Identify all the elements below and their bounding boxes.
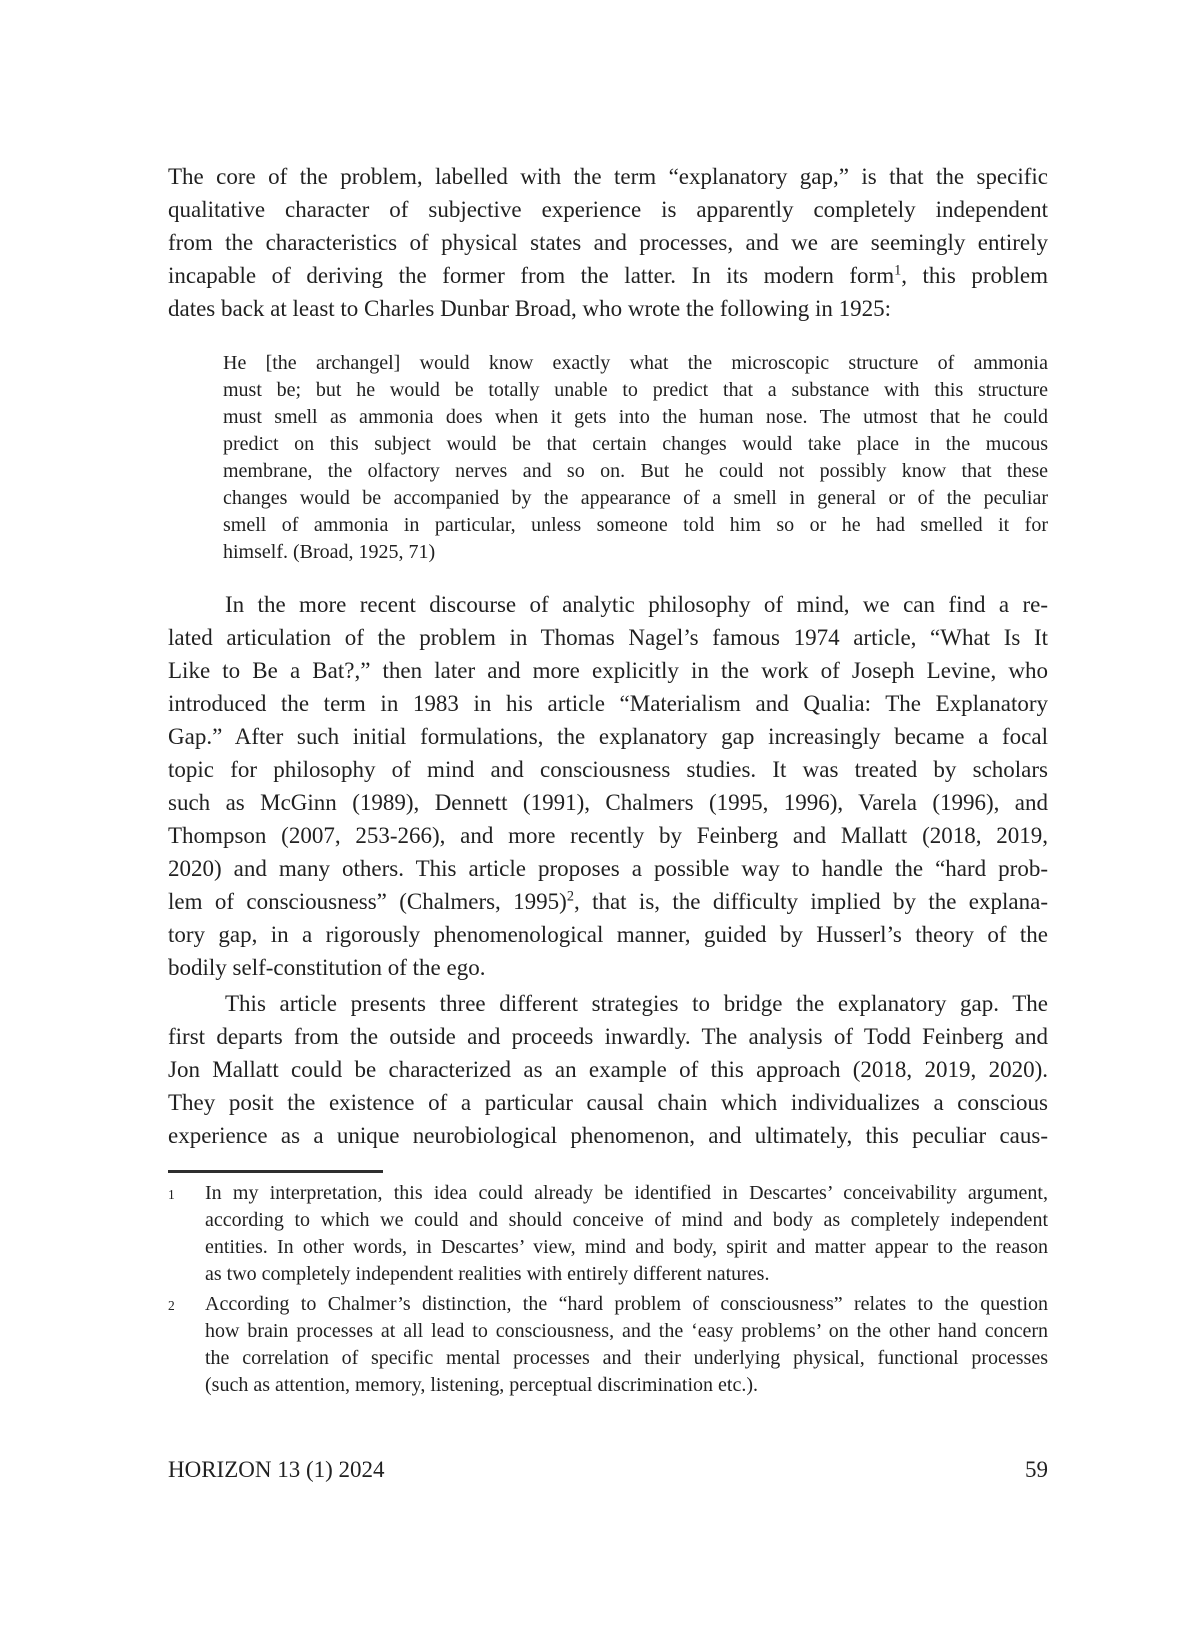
footnote-separator-rule — [168, 1170, 383, 1173]
text-line: from the characteristics of physical states and processes, and we are seemingly entirely — [168, 230, 1048, 255]
text-line: dates back at least to Charles Dunbar Broad, who wrote the following in 1925: — [168, 296, 892, 321]
paragraph-recent-discourse — [168, 588, 1048, 984]
text-line: Gap.” After such initial formulations, the explanatory gap increasingly became a focal — [168, 724, 1048, 749]
paragraph-three-strategies — [168, 987, 1048, 1152]
text-line: such as McGinn (1989), Dennett (1991), Chalmers (1995, 1996), Varela (1996), and — [168, 790, 1048, 815]
page-number: 59 — [1025, 1457, 1048, 1482]
text-line: as two completely independent realities with entirely different natures. — [205, 1263, 770, 1285]
paragraph-explanatory-gap — [168, 160, 1048, 325]
text-line: The core of the problem, labelled with the term “explanatory gap,” is that the specific — [168, 164, 1048, 189]
footnote-1-marker: 1 — [168, 1187, 175, 1202]
text-line: must smell as ammonia does when it gets into the human nose. The utmost that he could — [223, 406, 1048, 428]
text-line: predict on this subject would be that certain changes would take place in the mucous — [223, 433, 1048, 455]
text-line: Thompson (2007, 253-266), and more recently by Feinberg and Mallatt (2018, 2019, — [168, 823, 1048, 848]
text-line: According to Chalmer’s distinction, the “hard problem of consciousness” relates to the question — [205, 1293, 1048, 1315]
text-line: how brain processes at all lead to consciousness, and the ‘easy problems’ on the other hand concern — [205, 1320, 1048, 1342]
text-line: incapable of deriving the former from the latter. In its modern form$^1$, this problem — [168, 262, 1048, 288]
text-line: Jon Mallatt could be characterized as an example of this approach (2018, 2019, 2020). — [168, 1057, 1048, 1082]
text-line: lem of consciousness” (Chalmers, 1995)$^2$, that is, the difficulty implied by the explana- — [168, 888, 1048, 914]
text-line: qualitative character of subjective experience is apparently completely independent — [168, 197, 1048, 222]
text-line: smell of ammonia in particular, unless someone told him so or he had smelled it for — [223, 514, 1048, 536]
text-line: (such as attention, memory, listening, perceptual discrimination etc.). — [205, 1374, 758, 1396]
text-line: He [the archangel] would know exactly what the microscopic structure of ammonia — [223, 352, 1048, 374]
text-line: topic for philosophy of mind and consciousness studies. It was treated by scholars — [168, 757, 1048, 782]
text-line: membrane, the olfactory nerves and so on. But he could not possibly know that these — [223, 460, 1048, 482]
text-line: changes would be accompanied by the appearance of a smell in general or of the peculiar — [223, 487, 1048, 509]
text-line: himself. (Broad, 1925, 71) — [223, 541, 436, 563]
text-line: according to which we could and should conceive of mind and body as completely independent — [205, 1209, 1048, 1231]
footnote-1-text — [205, 1180, 1048, 1288]
page-footer — [168, 1453, 1048, 1486]
footnote-1 — [168, 1180, 1048, 1288]
text-line: This article presents three different strategies to bridge the explanatory gap. The — [225, 991, 1048, 1016]
text-line: In my interpretation, this idea could already be identified in Descartes’ conceivability argument, — [205, 1182, 1048, 1204]
text-line: first departs from the outside and proceeds inwardly. The analysis of Todd Feinberg and — [168, 1024, 1048, 1049]
journal-name: HORIZON 13 (1) 2024 — [168, 1457, 385, 1482]
text-line: bodily self-constitution of the ego. — [168, 955, 486, 980]
text-line: entities. In other words, in Descartes’ view, mind and body, spirit and matter appear to the reason — [205, 1236, 1048, 1258]
footnote-reference: 1 — [894, 262, 902, 279]
footnote-2 — [168, 1291, 1048, 1399]
footnote-2-text — [205, 1291, 1048, 1399]
footnote-2-marker: 2 — [168, 1298, 175, 1313]
footnote-reference: 2 — [566, 888, 574, 905]
text-line: introduced the term in 1983 in his article “Materialism and Qualia: The Explanatory — [168, 691, 1048, 716]
text-line: the correlation of specific mental processes and their underlying physical, functional processes — [205, 1347, 1048, 1369]
text-line: must be; but he would be totally unable to predict that a substance with this structure — [223, 379, 1048, 401]
text-line: 2020) and many others. This article proposes a possible way to handle the “hard prob- — [168, 856, 1048, 881]
text-line: lated articulation of the problem in Thomas Nagel’s famous 1974 article, “What Is It — [168, 625, 1048, 650]
text-line: They posit the existence of a particular causal chain which individualizes a conscious — [168, 1090, 1048, 1115]
text-line: experience as a unique neurobiological phenomenon, and ultimately, this peculiar caus- — [168, 1123, 1048, 1148]
text-line: Like to Be a Bat?,” then later and more explicitly in the work of Joseph Levine, who — [168, 658, 1048, 683]
text-line: tory gap, in a rigorously phenomenological manner, guided by Husserl’s theory of the — [168, 922, 1048, 947]
text-line: In the more recent discourse of analytic philosophy of mind, we can find a re- — [225, 592, 1048, 617]
block-quote-broad — [223, 350, 1048, 566]
